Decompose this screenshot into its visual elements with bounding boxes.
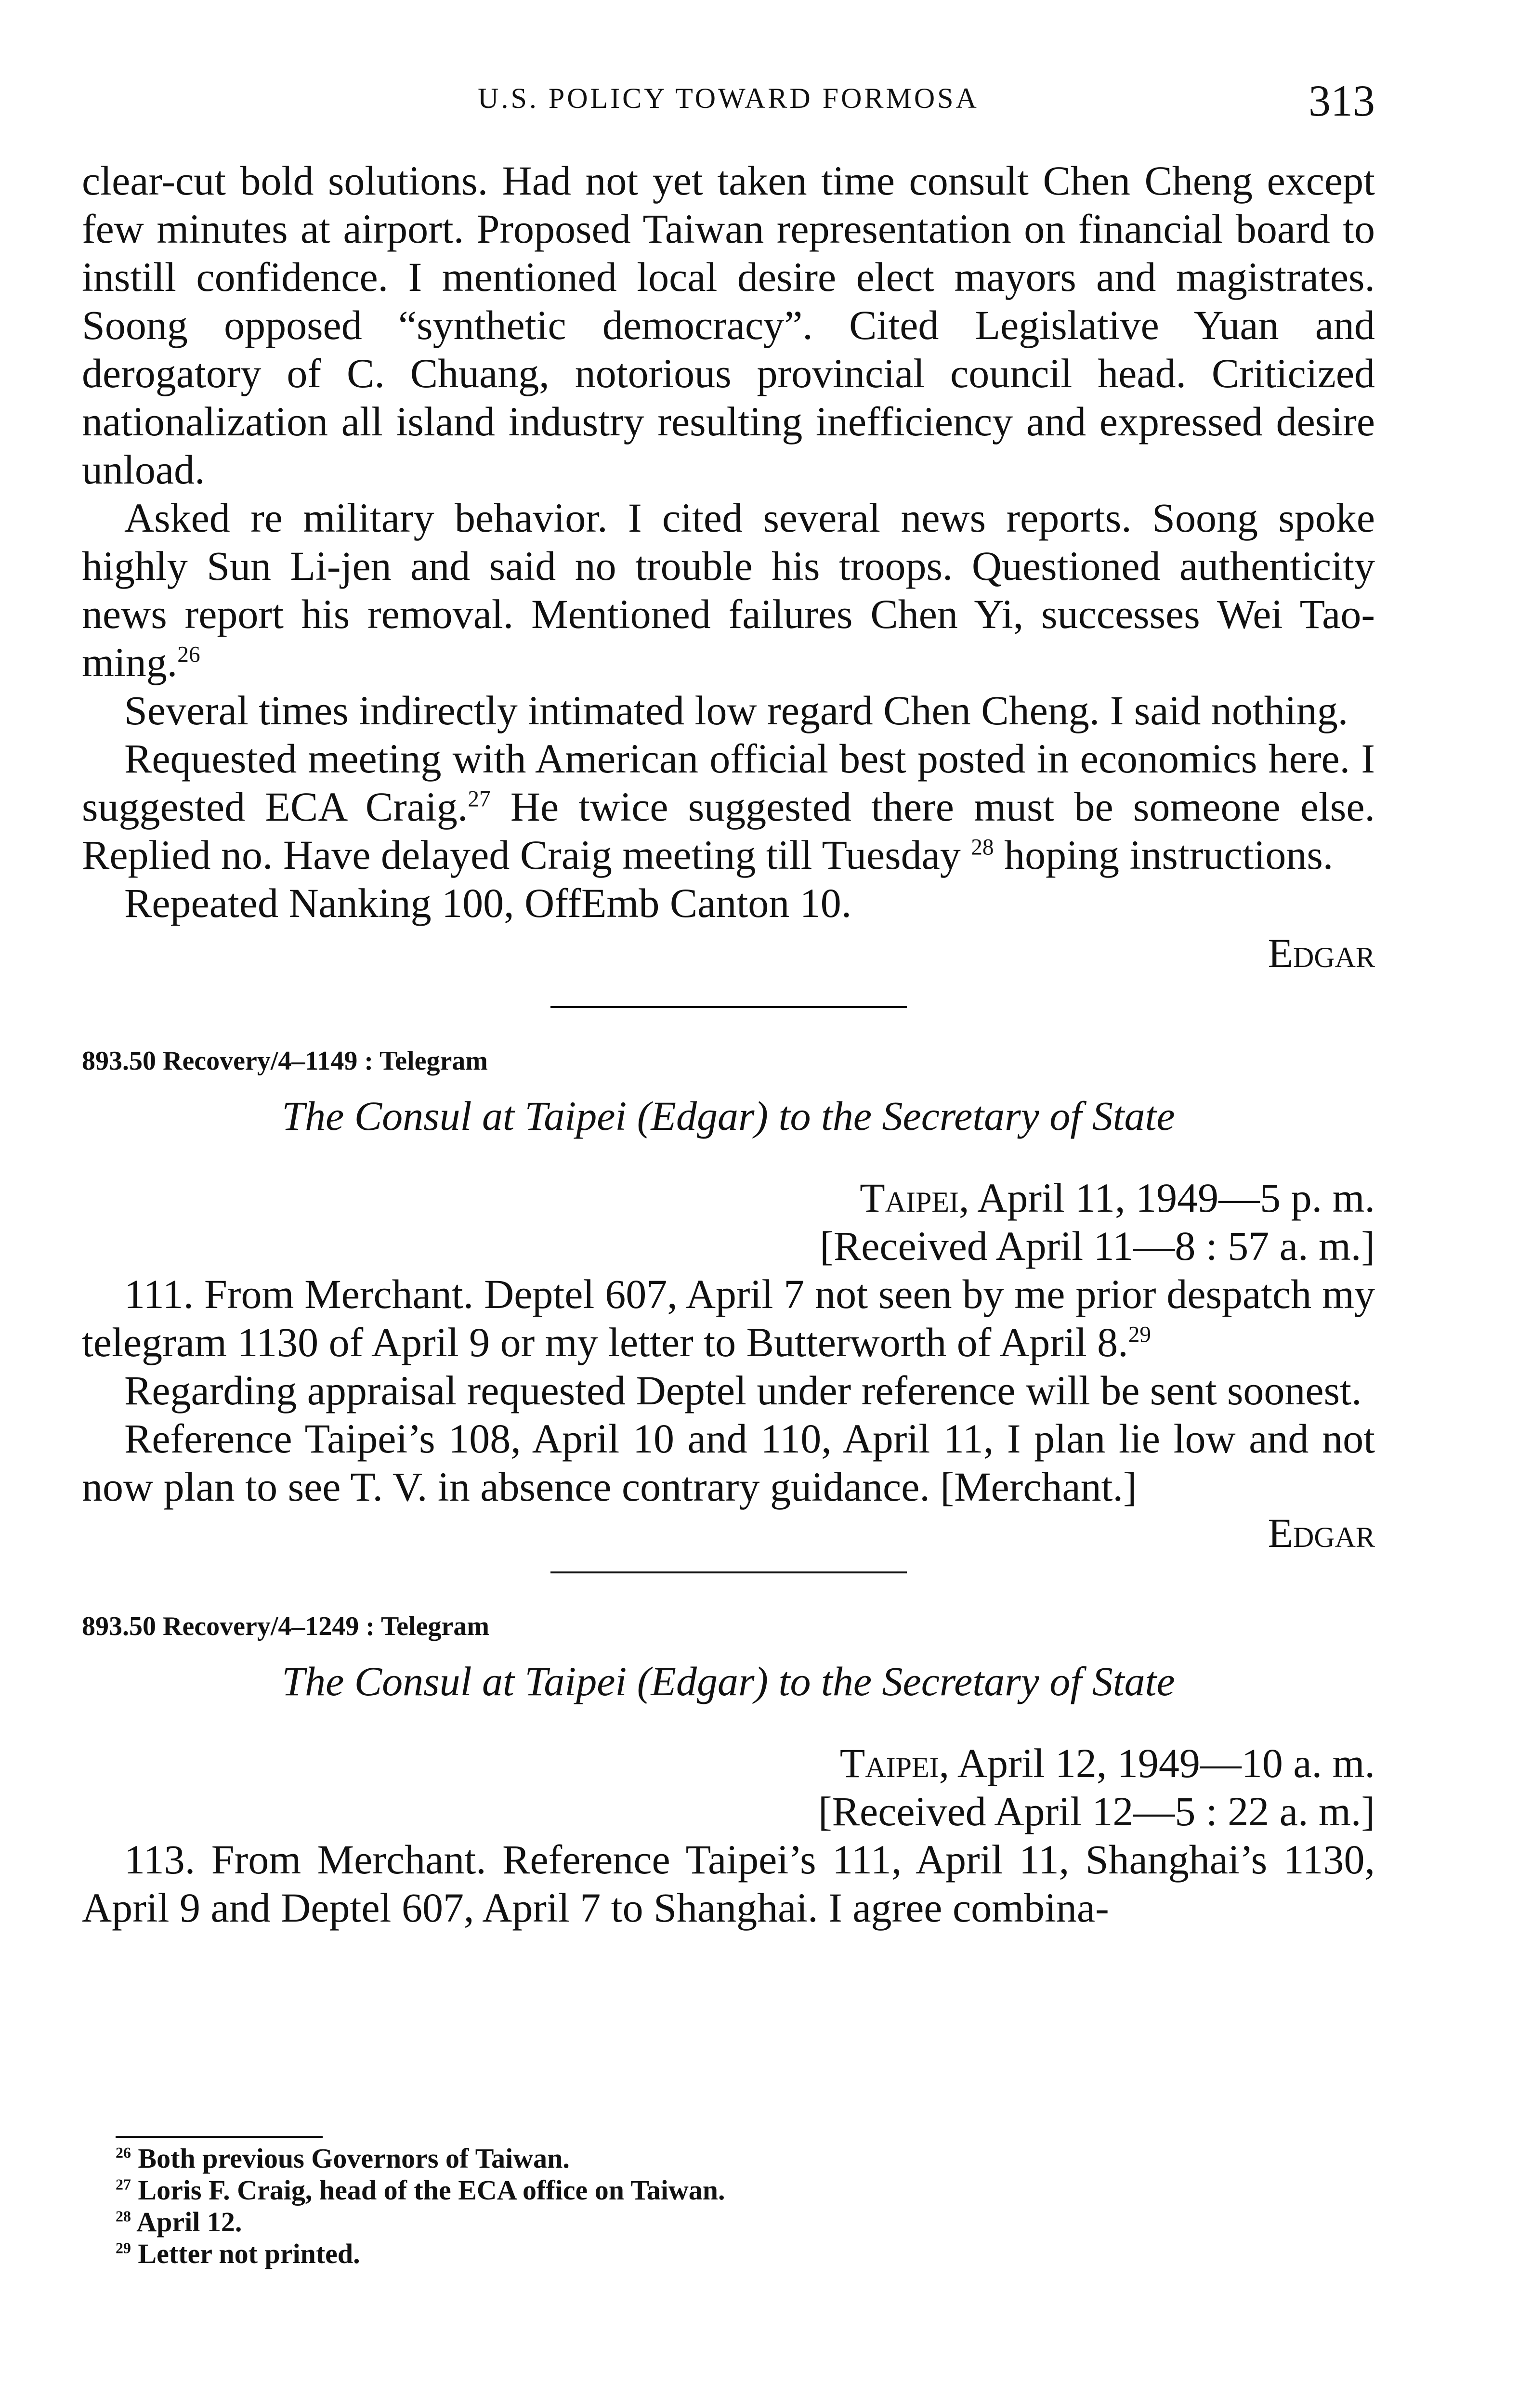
signature: Edgar [1268,1510,1375,1556]
dateline [82,1739,1375,1787]
running-header [82,72,1375,125]
footnote-number: 29 [116,2239,131,2257]
footnote-text: Letter not printed. [138,2238,360,2269]
paragraph-text: Asked re military behavior. I cited several news reports. Soong spoke highly Sun Li-jen and said no trouble his troops. Questioned authenticity news report his removal. Mentioned failures Chen Yi, successes Wei Tao-ming. [82,495,1375,685]
paragraph-text: 111. From Merchant. Deptel 607, April 7 not seen by me prior despatch my telegram 1130 of April 9 or my letter to Butterworth of April 8. [82,1271,1375,1365]
paragraph: clear-cut bold solutions. Had not yet taken time consult Chen Cheng except few minutes at airport. Proposed Taiwan representation on financial board to instill confidence. I mentioned local desire elect mayors and magistrates. Soong opposed “synthetic democracy”. Cited Legislative Yuan and derogatory of C. Chuang, notorious provincial council head. Criticized nationalization all island industry resulting inefficiency and expressed desire unload. [82,157,1375,493]
paragraph-text: Requested meeting with American official best posted in economics here. I suggested ECA Craig. [82,735,1375,830]
section-divider [550,1006,907,1008]
received-line: [Received April 11—8 : 57 a. m.] [820,1223,1375,1269]
paragraph: 113. From Merchant. Reference Taipei’s 111, April 11, Shanghai’s 1130, April 9 and Deptel 607, April 7 to Shanghai. I agree combina- [82,1836,1375,1931]
dateline-place: Taipei, [860,1175,969,1221]
dateline-date: April 11, 1949—5 p. m. [969,1175,1375,1221]
footnote-ref: 27 [468,786,491,812]
footnote [116,2143,1320,2174]
footnote [116,2238,1320,2270]
signature: Edgar [1268,930,1375,976]
page-number: 313 [1309,76,1375,125]
paragraph-text: He twice suggested there must be someone else. Replied no. Have delayed Craig meeting till Tuesday [82,784,1375,878]
footnote-text: Both previous Governors of Taiwan. [138,2143,570,2174]
paragraph: Regarding appraisal requested Deptel under reference will be sent soonest. [124,1367,1362,1413]
footnote-ref: 26 [177,642,200,667]
footnote-number: 26 [116,2144,131,2161]
paragraph: Several times indirectly intimated low regard Chen Cheng. I said nothing. [124,687,1348,733]
file-reference: 893.50 Recovery/4–1249 : Telegram [82,1611,490,1641]
section-divider [550,1571,907,1573]
footnotes [116,2131,1320,2270]
footnote-ref: 29 [1128,1322,1151,1348]
dateline-place: Taipei, [839,1740,950,1786]
footnote-number: 27 [116,2176,131,2193]
footnote-text: Loris F. Craig, head of the ECA office on Taiwan. [138,2174,725,2206]
paragraph [82,734,1375,879]
footnote-text: April 12. [136,2206,242,2238]
footnote-number: 28 [116,2208,131,2225]
main-text [82,157,1375,1932]
paragraph [82,1270,1375,1366]
dateline [82,1174,1375,1222]
footnote-ref: 28 [971,835,994,860]
document-title: The Consul at Taipei (Edgar) to the Secretary of State [282,1093,1175,1139]
footnote [116,2206,1320,2238]
paragraph [82,494,1375,686]
footnote [116,2174,1320,2206]
dateline-date: April 12, 1949—10 a. m. [949,1740,1375,1786]
paragraph: Reference Taipei’s 108, April 10 and 110, April 11, I plan lie low and not now plan to see T. V. in absence contrary guidance. [Merchant.] [82,1415,1375,1510]
paragraph-text: hoping instructions. [994,832,1334,878]
footnote-divider [116,2136,323,2138]
paragraph: Repeated Nanking 100, OffEmb Canton 10. [124,880,852,926]
file-reference: 893.50 Recovery/4–1149 : Telegram [82,1046,488,1076]
running-title: U.S. POLICY TOWARD FORMOSA [478,82,979,114]
document-title: The Consul at Taipei (Edgar) to the Secretary of State [282,1658,1175,1704]
received-line: [Received April 12—5 : 22 a. m.] [818,1788,1375,1834]
